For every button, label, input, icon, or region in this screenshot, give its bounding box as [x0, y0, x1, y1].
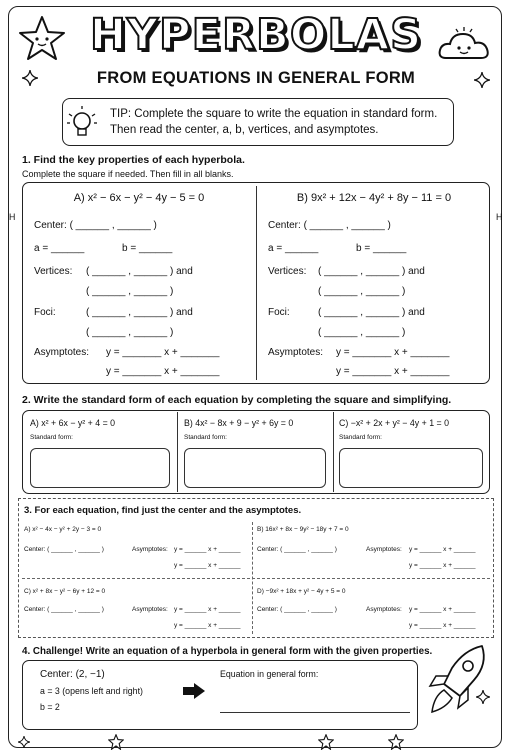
asymptote-blank-2[interactable]: y = ______ x + ______ [174, 562, 241, 569]
center-blank[interactable]: Center: ( ______ , ______ ) [268, 220, 391, 231]
asymptote-blank-1[interactable]: y = ______ x + ______ [409, 546, 476, 553]
problem-3b [257, 522, 489, 576]
center-blank[interactable]: Center: ( ______ , ______ ) [257, 546, 337, 553]
arrow-right-icon [182, 682, 206, 700]
given-a: a = 3 (opens left and right) [40, 686, 143, 696]
a-blank[interactable]: a = ______ [268, 243, 319, 254]
center-blank[interactable]: Center: ( ______ , ______ ) [257, 606, 337, 613]
tip-line-1: TIP: Complete the square to write the equation in standard form. [110, 108, 438, 120]
standard-form-label: Standard form: [30, 434, 73, 441]
vertices-blank-2[interactable]: ( ______ , ______ ) [318, 286, 406, 297]
answer-label: Equation in general form: [220, 669, 319, 679]
given-center: Center: (2, −1) [40, 669, 105, 680]
asymptote-blank-2[interactable]: y = _______ x + _______ [106, 366, 220, 377]
problem-equation: C) −x² + 2x + y² − 4y + 1 = 0 [339, 418, 450, 428]
sparkle-icon [18, 736, 30, 748]
page-subtitle: FROM EQUATIONS IN GENERAL FORM [96, 69, 416, 87]
asymptotes-label: Asymptotes: [366, 546, 402, 553]
problem-equation: A) x² − 6x − y² − 4y − 5 = 0 [73, 192, 205, 204]
asymptote-blank-2[interactable]: y = ______ x + ______ [409, 622, 476, 629]
center-blank[interactable]: Center: ( ______ , ______ ) [24, 546, 104, 553]
tip-line-2: Then read the center, a, b, vertices, and asymptotes. [110, 124, 379, 136]
asymptotes-label: Asymptotes: [34, 347, 90, 358]
foci-label: Foci: [268, 307, 290, 318]
problem-equation: A) x² − 4x − y² + 2y − 3 = 0 [24, 526, 102, 533]
problem-3a [24, 522, 250, 576]
foci-blank-1[interactable]: ( ______ , ______ ) and [86, 307, 193, 318]
center-blank[interactable]: Center: ( ______ , ______ ) [24, 606, 104, 613]
problem-1a [26, 186, 252, 382]
asymptote-blank-1[interactable]: y = _______ x + _______ [106, 347, 220, 358]
section2-heading: 2. Write the standard form of each equation by completing the square and simplifying. [22, 394, 452, 406]
b-blank[interactable]: b = ______ [356, 243, 407, 254]
sparkle-icon [476, 690, 490, 704]
answer-box[interactable] [184, 448, 326, 488]
vertices-blank-2[interactable]: ( ______ , ______ ) [86, 286, 174, 297]
section1-divider [256, 186, 257, 380]
side-mark-left: H [9, 212, 16, 222]
star-icon [388, 734, 404, 750]
asymptote-blank-1[interactable]: y = ______ x + ______ [409, 606, 476, 613]
problem-equation: C) x² + 8x − y² − 6y + 12 = 0 [24, 588, 106, 595]
foci-blank-2[interactable]: ( ______ , ______ ) [86, 327, 174, 338]
problem-equation: B) 9x² + 12x − 4y² + 8y − 11 = 0 [296, 192, 452, 204]
problem-3c [24, 582, 250, 636]
section2-divider [177, 412, 178, 492]
star-icon [318, 734, 334, 750]
section3-divider [22, 578, 490, 579]
given-b: b = 2 [40, 702, 60, 712]
asymptote-blank-1[interactable]: y = ______ x + ______ [174, 546, 241, 553]
center-blank[interactable]: Center: ( ______ , ______ ) [34, 220, 157, 231]
b-blank[interactable]: b = ______ [122, 243, 173, 254]
asymptote-blank-2[interactable]: y = ______ x + ______ [409, 562, 476, 569]
side-mark-right: H [496, 212, 503, 222]
vertices-blank-1[interactable]: ( ______ , ______ ) and [318, 266, 425, 277]
section2-divider [333, 412, 334, 492]
rocket-icon [424, 640, 496, 730]
page-title: HYPERBOLAS [89, 10, 423, 60]
foci-blank-1[interactable]: ( ______ , ______ ) and [318, 307, 425, 318]
asymptote-blank-1[interactable]: y = _______ x + _______ [336, 347, 450, 358]
asymptote-blank-2[interactable]: y = _______ x + _______ [336, 366, 450, 377]
foci-blank-2[interactable]: ( ______ , ______ ) [318, 327, 406, 338]
problem-equation: A) x² + 6x − y² + 4 = 0 [30, 418, 116, 428]
section4-heading: 4. Challenge! Write an equation of a hyperbola in general form with the given properties. [22, 646, 433, 657]
answer-box[interactable] [339, 448, 483, 488]
answer-line[interactable] [220, 712, 410, 713]
star-icon [108, 734, 124, 750]
answer-box[interactable] [30, 448, 170, 488]
problem-equation: D) −9x² + 18x + y² − 4y + 5 = 0 [257, 588, 346, 595]
vertices-blank-1[interactable]: ( ______ , ______ ) and [86, 266, 193, 277]
section1-instruction: Complete the square if needed. Then fill in all blanks. [22, 169, 234, 179]
vertices-label: Vertices: [34, 266, 73, 277]
asymptotes-label: Asymptotes: [268, 347, 324, 358]
standard-form-label: Standard form: [339, 434, 382, 441]
asymptotes-label: Asymptotes: [132, 606, 168, 613]
asymptote-blank-1[interactable]: y = ______ x + ______ [174, 606, 241, 613]
asymptotes-label: Asymptotes: [366, 606, 402, 613]
section1-heading: 1. Find the key properties of each hyperbola. [22, 154, 245, 166]
asymptote-blank-2[interactable]: y = ______ x + ______ [174, 622, 241, 629]
problem-equation: B) 4x² − 8x + 9 − y² + 6y = 0 [184, 418, 294, 428]
section3-heading: 3. For each equation, find just the center and the asymptotes. [24, 505, 302, 516]
a-blank[interactable]: a = ______ [34, 243, 85, 254]
problem-1b [260, 186, 488, 382]
vertices-label: Vertices: [268, 266, 307, 277]
problem-equation: B) 16x² + 8x − 9y² − 18y + 7 = 0 [257, 526, 349, 533]
tip-text [110, 106, 450, 138]
standard-form-label: Standard form: [184, 434, 227, 441]
foci-label: Foci: [34, 307, 56, 318]
problem-3d [257, 582, 489, 636]
asymptotes-label: Asymptotes: [132, 546, 168, 553]
lightbulb-icon [64, 104, 100, 144]
